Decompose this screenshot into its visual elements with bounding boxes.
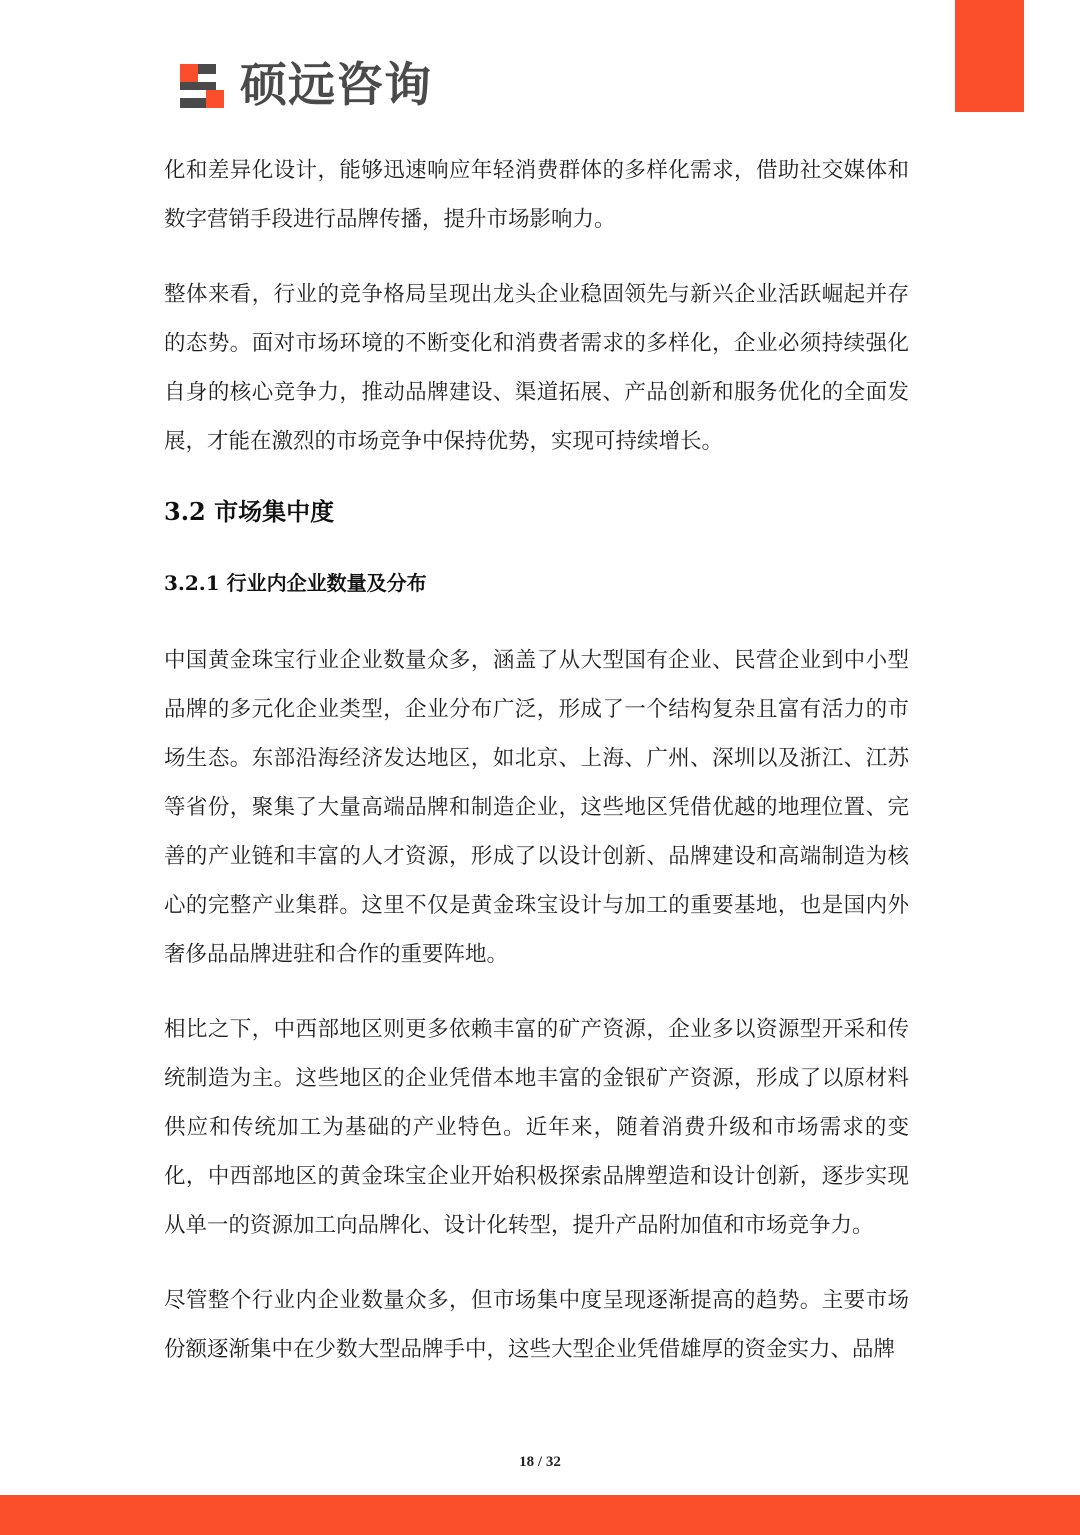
paragraph-continued: 化和差异化设计，能够迅速响应年轻消费群体的多样化需求，借助社交媒体和数字营销手段进行品牌传播，提升市场影响力。 [164,158,909,232]
section-heading: 3.2 市场集中度 [164,497,335,526]
brand-s-mark-icon [176,60,228,112]
paragraph-midwest-region: 相比之下，中西部地区则更多依赖丰富的矿产资源，企业多以资源型开采和传统制造为主。这些地区的企业凭借本地丰富的金银矿产资源，形成了以原材料供应和传统加工为基础的产业特色。近年来，随着消费升级和市场需求的变化，中西部地区的黄金珠宝企业开始积极探索品牌塑造和设计创新，逐步实现从单一的资源加工向品牌化、设计化转型，提升产品附加值和市场竞争力。 [164,1017,909,1238]
footer-accent-bar [0,1495,1080,1535]
document-body [164,146,909,1400]
subsection-heading: 3.2.1 行业内企业数量及分布 [164,571,427,595]
brand-logo [176,58,432,114]
paragraph-summary: 整体来看，行业的竞争格局呈现出龙头企业稳固领先与新兴企业活跃崛起并存的态势。面对市场环境的不断变化和消费者需求的多样化，企业必须持续强化自身的核心竞争力，推动品牌建设、渠道拓展、产品创新和服务优化的全面发展，才能在激烈的市场竞争中保持优势，实现可持续增长。 [164,282,909,454]
corner-accent-tab [955,0,1024,112]
paragraph-concentration: 尽管整个行业内企业数量众多，但市场集中度呈现逐渐提高的趋势。主要市场份额逐渐集中在少数大型品牌手中，这些大型企业凭借雄厚的资金实力、品牌 [164,1288,909,1362]
paragraph-east-region: 中国黄金珠宝行业企业数量众多，涵盖了从大型国有企业、民营企业到中小型品牌的多元化企业类型，企业分布广泛，形成了一个结构复杂且富有活力的市场生态。东部沿海经济发达地区，如北京、上海、广州、深圳以及浙江、江苏等省份，聚集了大量高端品牌和制造企业，这些地区凭借优越的地理位置、完善的产业链和丰富的人才资源，形成了以设计创新、品牌建设和高端制造为核心的完整产业集群。这里不仅是黄金珠宝设计与加工的重要基地，也是国内外奢侈品品牌进驻和合作的重要阵地。 [164,648,909,967]
page-number: 18 / 32 [519,1454,561,1470]
logo-text: 硕远咨询 [240,58,432,113]
